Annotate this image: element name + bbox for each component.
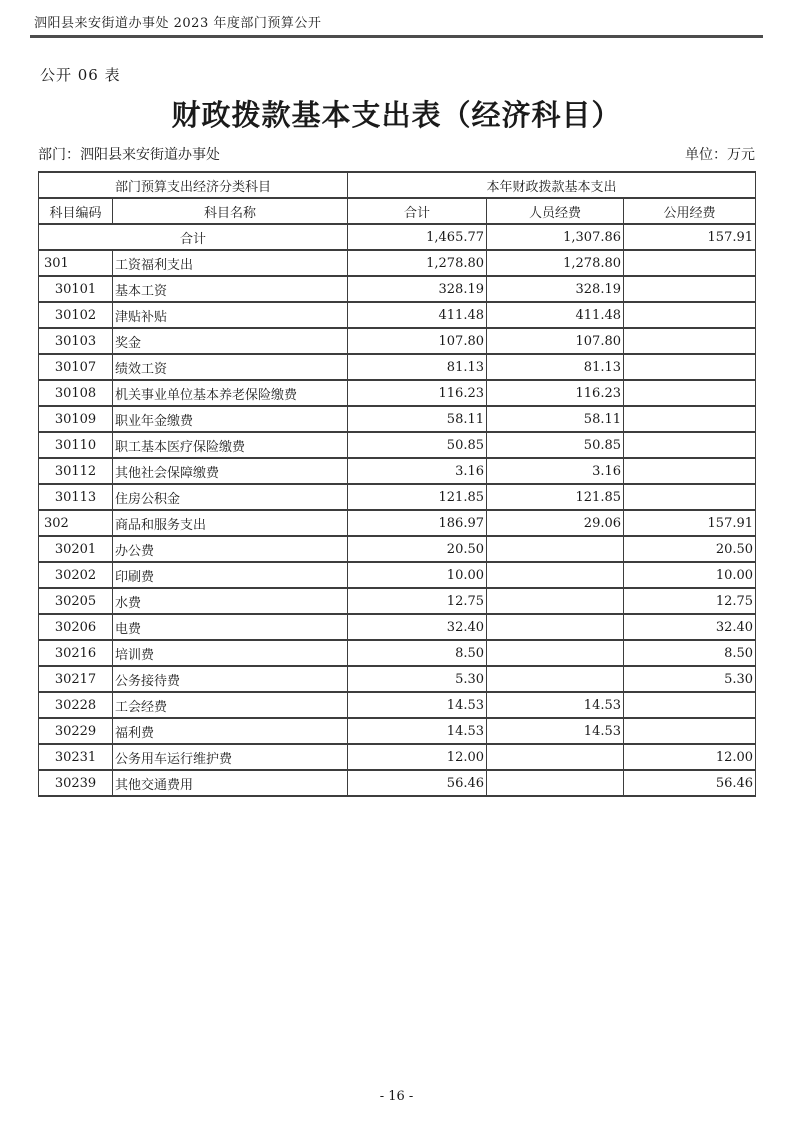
total-cell: 121.85 xyxy=(348,484,487,510)
public-cell: 10.00 xyxy=(624,562,756,588)
meta-row xyxy=(38,144,755,164)
name-cell: 公务用车运行维护费 xyxy=(113,744,348,770)
name-cell: 其他交通费用 xyxy=(113,770,348,796)
name-cell: 办公费 xyxy=(113,536,348,562)
personnel-cell xyxy=(487,640,624,666)
table-row xyxy=(39,770,756,796)
public-cell xyxy=(624,302,756,328)
column-header-name: 科目名称 xyxy=(113,198,348,224)
table-row xyxy=(39,640,756,666)
public-cell: 12.00 xyxy=(624,744,756,770)
total-cell: 50.85 xyxy=(348,432,487,458)
table-row xyxy=(39,458,756,484)
public-cell xyxy=(624,432,756,458)
code-cell: 30109 xyxy=(39,406,113,432)
column-header-public: 公用经费 xyxy=(624,198,756,224)
total-cell: 10.00 xyxy=(348,562,487,588)
total-cell: 14.53 xyxy=(348,692,487,718)
unit-label: 单位：万元 xyxy=(685,147,755,163)
code-cell: 30217 xyxy=(39,666,113,692)
code-cell: 30202 xyxy=(39,562,113,588)
table-row xyxy=(39,302,756,328)
code-cell: 30239 xyxy=(39,770,113,796)
name-cell: 其他社会保障缴费 xyxy=(113,458,348,484)
name-cell: 绩效工资 xyxy=(113,354,348,380)
public-cell: 32.40 xyxy=(624,614,756,640)
name-cell: 工资福利支出 xyxy=(113,250,348,276)
table-row xyxy=(39,692,756,718)
public-cell xyxy=(624,484,756,510)
personnel-cell xyxy=(487,562,624,588)
personnel-cell: 1,278.80 xyxy=(487,250,624,276)
summary-row xyxy=(39,224,756,250)
column-header-total: 合计 xyxy=(348,198,487,224)
public-cell xyxy=(624,718,756,744)
total-cell: 1,278.80 xyxy=(348,250,487,276)
personnel-cell: 121.85 xyxy=(487,484,624,510)
document-header: 泗阳县来安街道办事处 2023 年度部门预算公开 xyxy=(30,12,763,38)
personnel-cell: 411.48 xyxy=(487,302,624,328)
name-cell: 职业年金缴费 xyxy=(113,406,348,432)
budget-table xyxy=(38,171,756,797)
table-row xyxy=(39,588,756,614)
public-cell xyxy=(624,354,756,380)
personnel-cell: 81.13 xyxy=(487,354,624,380)
public-cell: 20.50 xyxy=(624,536,756,562)
group-header-row xyxy=(39,172,756,198)
public-cell: 56.46 xyxy=(624,770,756,796)
personnel-cell: 116.23 xyxy=(487,380,624,406)
group-header-left: 部门预算支出经济分类科目 xyxy=(39,172,348,198)
name-cell: 印刷费 xyxy=(113,562,348,588)
name-cell: 水费 xyxy=(113,588,348,614)
code-cell: 30206 xyxy=(39,614,113,640)
column-header-personnel: 人员经费 xyxy=(487,198,624,224)
total-cell: 5.30 xyxy=(348,666,487,692)
table-row xyxy=(39,354,756,380)
personnel-cell xyxy=(487,536,624,562)
personnel-cell: 29.06 xyxy=(487,510,624,536)
name-cell: 机关事业单位基本养老保险缴费 xyxy=(113,380,348,406)
table-row xyxy=(39,380,756,406)
table-row xyxy=(39,666,756,692)
total-cell: 1,465.77 xyxy=(348,224,487,250)
name-cell: 培训费 xyxy=(113,640,348,666)
table-row xyxy=(39,432,756,458)
personnel-cell: 14.53 xyxy=(487,718,624,744)
code-cell: 30113 xyxy=(39,484,113,510)
name-cell: 基本工资 xyxy=(113,276,348,302)
total-cell: 81.13 xyxy=(348,354,487,380)
personnel-cell: 3.16 xyxy=(487,458,624,484)
name-cell: 公务接待费 xyxy=(113,666,348,692)
public-cell: 8.50 xyxy=(624,640,756,666)
column-header-row xyxy=(39,198,756,224)
table-row xyxy=(39,276,756,302)
total-cell: 32.40 xyxy=(348,614,487,640)
public-cell: 157.91 xyxy=(624,224,756,250)
personnel-cell xyxy=(487,666,624,692)
total-cell: 116.23 xyxy=(348,380,487,406)
total-cell: 14.53 xyxy=(348,718,487,744)
table-row xyxy=(39,328,756,354)
public-cell: 12.75 xyxy=(624,588,756,614)
public-cell: 5.30 xyxy=(624,666,756,692)
public-cell xyxy=(624,692,756,718)
total-cell: 328.19 xyxy=(348,276,487,302)
name-cell: 工会经费 xyxy=(113,692,348,718)
name-cell: 奖金 xyxy=(113,328,348,354)
department-label: 部门：泗阳县来安街道办事处 xyxy=(38,147,220,163)
total-cell: 12.00 xyxy=(348,744,487,770)
name-cell: 住房公积金 xyxy=(113,484,348,510)
table-row xyxy=(39,562,756,588)
personnel-cell xyxy=(487,614,624,640)
table-row xyxy=(39,718,756,744)
personnel-cell: 107.80 xyxy=(487,328,624,354)
table-row xyxy=(39,484,756,510)
name-cell: 电费 xyxy=(113,614,348,640)
group-header-right: 本年财政拨款基本支出 xyxy=(348,172,756,198)
total-cell: 107.80 xyxy=(348,328,487,354)
table-row xyxy=(39,510,756,536)
name-cell: 福利费 xyxy=(113,718,348,744)
public-cell xyxy=(624,328,756,354)
personnel-cell: 58.11 xyxy=(487,406,624,432)
page-title: 财政拨款基本支出表（经济科目） xyxy=(171,98,622,132)
code-cell: 30103 xyxy=(39,328,113,354)
name-cell: 商品和服务支出 xyxy=(113,510,348,536)
total-cell: 8.50 xyxy=(348,640,487,666)
code-cell: 30216 xyxy=(39,640,113,666)
total-cell: 411.48 xyxy=(348,302,487,328)
name-cell: 合计 xyxy=(39,224,348,250)
public-cell xyxy=(624,380,756,406)
personnel-cell xyxy=(487,588,624,614)
public-cell xyxy=(624,250,756,276)
total-cell: 58.11 xyxy=(348,406,487,432)
personnel-cell: 328.19 xyxy=(487,276,624,302)
total-cell: 12.75 xyxy=(348,588,487,614)
total-cell: 56.46 xyxy=(348,770,487,796)
name-cell: 津贴补贴 xyxy=(113,302,348,328)
code-cell: 30101 xyxy=(39,276,113,302)
code-cell: 30107 xyxy=(39,354,113,380)
table-row xyxy=(39,614,756,640)
code-cell: 301 xyxy=(39,250,113,276)
public-cell xyxy=(624,406,756,432)
table-number-label: 公开 06 表 xyxy=(40,66,121,84)
code-cell: 30201 xyxy=(39,536,113,562)
public-cell: 157.91 xyxy=(624,510,756,536)
code-cell: 30229 xyxy=(39,718,113,744)
table-row xyxy=(39,536,756,562)
code-cell: 30205 xyxy=(39,588,113,614)
code-cell: 30108 xyxy=(39,380,113,406)
page-number: - 16 - xyxy=(379,1089,414,1104)
code-cell: 30112 xyxy=(39,458,113,484)
column-header-code: 科目编码 xyxy=(39,198,113,224)
table-row xyxy=(39,250,756,276)
code-cell: 30228 xyxy=(39,692,113,718)
code-cell: 30102 xyxy=(39,302,113,328)
personnel-cell: 50.85 xyxy=(487,432,624,458)
total-cell: 186.97 xyxy=(348,510,487,536)
total-cell: 20.50 xyxy=(348,536,487,562)
personnel-cell: 14.53 xyxy=(487,692,624,718)
total-cell: 3.16 xyxy=(348,458,487,484)
public-cell xyxy=(624,276,756,302)
name-cell: 职工基本医疗保险缴费 xyxy=(113,432,348,458)
personnel-cell: 1,307.86 xyxy=(487,224,624,250)
table-row xyxy=(39,744,756,770)
table-row xyxy=(39,406,756,432)
code-cell: 30231 xyxy=(39,744,113,770)
code-cell: 302 xyxy=(39,510,113,536)
personnel-cell xyxy=(487,770,624,796)
budget-table-body xyxy=(39,224,756,796)
public-cell xyxy=(624,458,756,484)
code-cell: 30110 xyxy=(39,432,113,458)
personnel-cell xyxy=(487,744,624,770)
